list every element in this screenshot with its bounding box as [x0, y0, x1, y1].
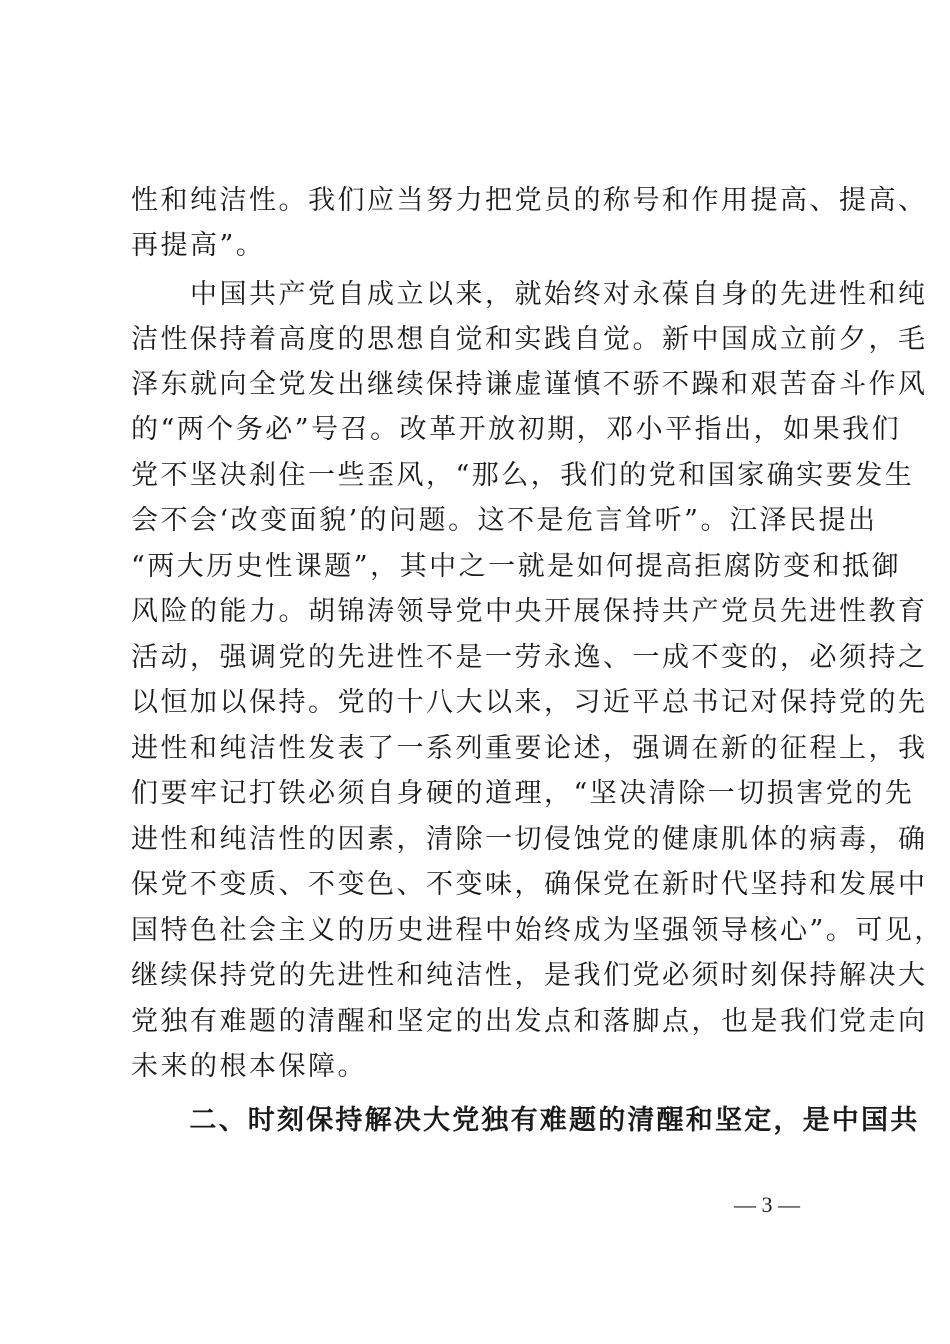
- paragraph-2-line-3: 泽东就向全党发出继续保持谦虚谨慎不骄不躁和艰苦奋斗作风: [131, 369, 928, 400]
- paragraph-2-line-8: 风险的能力。胡锦涛领导党中央开展保持共产党员先进性教育: [131, 596, 928, 627]
- paragraph-2-line-1: 中国共产党自成立以来，就始终对永葆自身的先进性和纯: [131, 279, 928, 310]
- paragraph-2-line-10: 以恒加以保持。党的十八大以来，习近平总书记对保持党的先: [131, 687, 928, 718]
- page-number: — 3 —: [734, 1192, 800, 1217]
- paragraph-2-line-12: 们要牢记打铁必须自身硬的道理，“坚决清除一切损害党的先: [131, 778, 915, 809]
- paragraph-2-line-18: 未来的根本保障。: [131, 1051, 367, 1082]
- paragraph-2-line-16: 继续保持党的先进性和纯洁性，是我们党必须时刻保持解决大: [131, 960, 928, 991]
- paragraph-1-line-1: 性和纯洁性。我们应当努力把党员的称号和作用提高、提高、: [131, 185, 928, 216]
- paragraph-2-line-17: 党独有难题的清醒和坚定的出发点和落脚点，也是我们党走向: [131, 1006, 928, 1037]
- paragraph-2-line-4: 的“两个务必”号召。改革开放初期，邓小平指出，如果我们: [131, 414, 902, 445]
- paragraph-1-line-2: 再提高”。: [131, 230, 266, 261]
- paragraph-2-line-14: 保党不变质、不变色、不变味，确保党在新时代坚持和发展中: [131, 869, 928, 900]
- paragraph-2-line-15: 国特色社会主义的历史进程中始终成为坚强领导核心”。可见，: [131, 915, 944, 946]
- paragraph-2-line-5: 党不坚决刹住一些歪风，“那么，我们的党和国家确实要发生: [131, 460, 915, 491]
- paragraph-2-line-9: 活动，强调党的先进性不是一劳永逸、一成不变的，必须持之: [131, 642, 928, 673]
- paragraph-2-line-7: “两大历史性课题”，其中之一就是如何提高拒腐防变和抵御: [131, 551, 902, 582]
- paragraph-2-line-2: 洁性保持着高度的思想自觉和实践自觉。新中国成立前夕，毛: [131, 324, 928, 355]
- section-heading: 二、时刻保持解决大党独有难题的清醒和坚定，是中国共: [131, 1105, 920, 1136]
- paragraph-2-line-13: 进性和纯洁性的因素，清除一切侵蚀党的健康肌体的病毒，确: [131, 824, 928, 855]
- paragraph-2-line-11: 进性和纯洁性发表了一系列重要论述，强调在新的征程上，我: [131, 733, 928, 764]
- paragraph-2-line-6: 会不会‘改变面貌’的问题。这不是危言耸听”。江泽民提出: [131, 505, 878, 536]
